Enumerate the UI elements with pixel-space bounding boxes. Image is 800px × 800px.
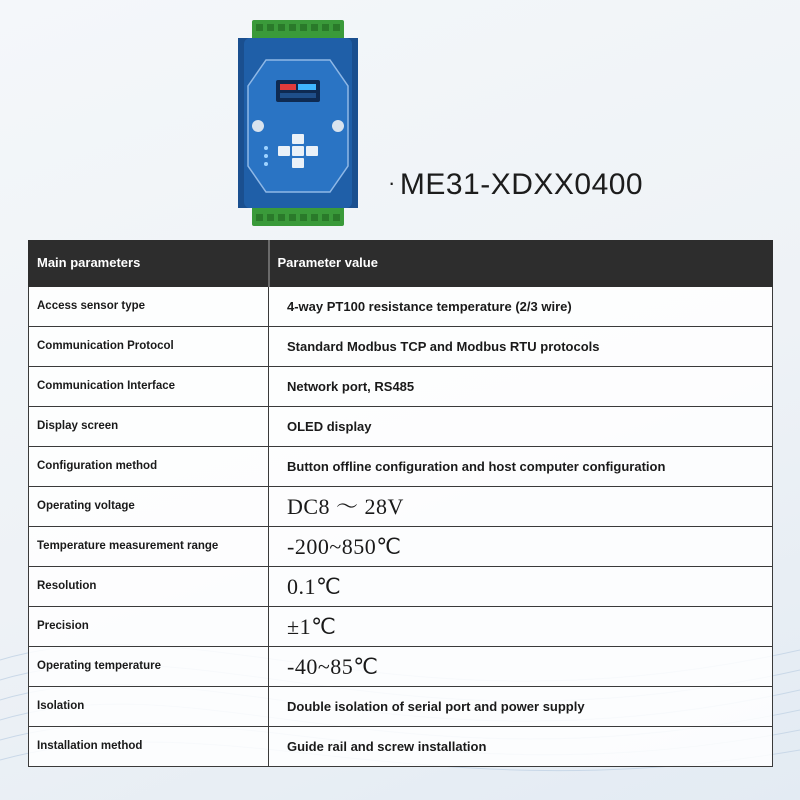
model-number: ME31-XDXX0400 [399,168,644,201]
parameter-value: Button offline configuration and host computer configuration [269,447,773,487]
parameter-name: Communication Protocol [29,327,269,367]
parameter-value: OLED display [269,407,773,447]
parameter-name: Communication Interface [29,367,269,407]
table-row [29,687,773,727]
parameter-name: Temperature measurement range [29,527,269,567]
table-row [29,567,773,607]
parameter-name: Operating voltage [29,487,269,527]
parameter-name: Isolation [29,687,269,727]
parameter-value: 4-way PT100 resistance temperature (2/3 wire) [269,286,773,327]
parameter-value: ±1℃ [269,607,773,647]
parameters-table [28,240,773,767]
parameter-name: Resolution [29,567,269,607]
parameter-value: 0.1℃ [269,567,773,607]
device-image [236,16,360,230]
table-row [29,607,773,647]
parameter-value: Standard Modbus TCP and Modbus RTU protocols [269,327,773,367]
table-row [29,727,773,767]
table-row [29,447,773,487]
table-row [29,487,773,527]
parameter-value: -40~85℃ [269,647,773,687]
header-main-parameters: Main parameters [29,241,269,287]
table-row [29,527,773,567]
table-row [29,286,773,327]
model-title [388,168,643,202]
table-header-row [29,241,773,287]
header-parameter-value: Parameter value [269,241,773,287]
parameter-value: Guide rail and screw installation [269,727,773,767]
table-row [29,647,773,687]
parameter-name: Display screen [29,407,269,447]
table-row [29,367,773,407]
parameter-value: Double isolation of serial port and power supply [269,687,773,727]
parameter-value: DC8 ～ 28V [269,487,773,527]
parameter-name: Access sensor type [29,286,269,327]
parameter-name: Operating temperature [29,647,269,687]
parameter-value: -200~850℃ [269,527,773,567]
parameter-name: Configuration method [29,447,269,487]
table-row [29,327,773,367]
bullet-dot: · [388,170,396,195]
parameter-value: Network port, RS485 [269,367,773,407]
parameter-name: Precision [29,607,269,647]
parameter-name: Installation method [29,727,269,767]
table-row [29,407,773,447]
